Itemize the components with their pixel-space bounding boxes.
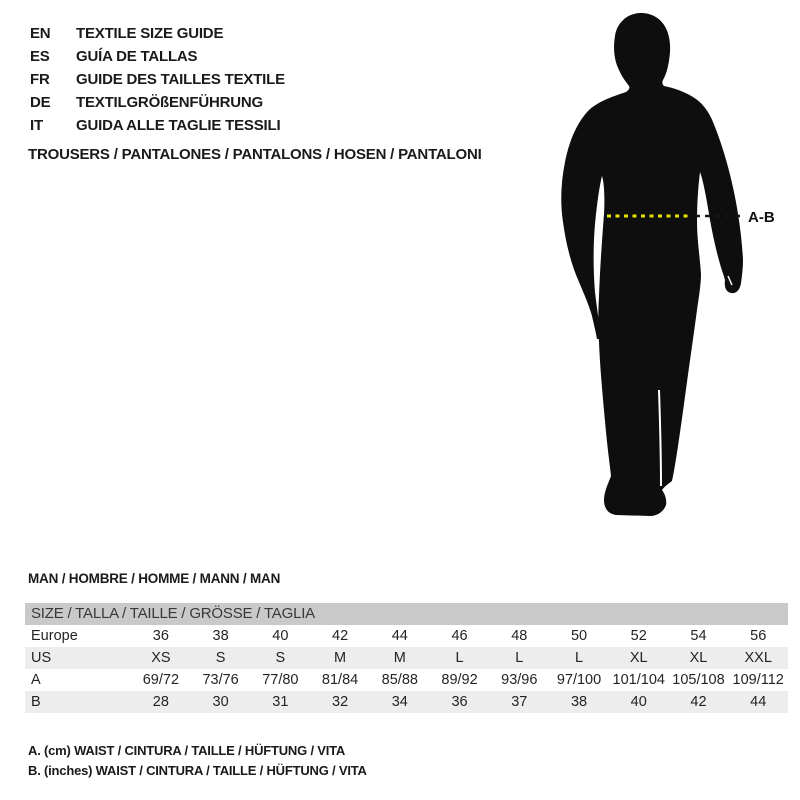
size-cell: 30 [212, 694, 229, 710]
size-cell: 37 [511, 694, 528, 710]
row-label: Europe [31, 628, 78, 644]
table-row-us [25, 647, 788, 669]
language-label: GUIDA ALLE TAGLIE TESSILI [76, 117, 281, 134]
size-cell: XXL [744, 650, 772, 666]
size-cell: 32 [332, 694, 349, 710]
size-cell: 93/96 [501, 672, 538, 688]
language-label: GUIDE DES TAILLES TEXTILE [76, 71, 285, 88]
language-row [30, 45, 285, 68]
size-cell: 56 [750, 628, 767, 644]
table-row-europe [25, 625, 788, 647]
size-cell: 36 [152, 628, 169, 644]
size-cell: 69/72 [142, 672, 180, 688]
language-code: ES [30, 48, 50, 65]
size-cell: 48 [511, 628, 528, 644]
size-cell: 89/92 [441, 672, 478, 688]
row-label: US [31, 650, 52, 666]
size-cell: M [334, 650, 347, 666]
size-cell: M [393, 650, 406, 666]
language-row [30, 22, 285, 45]
size-cell: XL [629, 650, 648, 666]
language-row [30, 91, 285, 114]
size-cell: 38 [570, 694, 588, 710]
size-cell: 101/104 [612, 672, 665, 688]
size-cell: S [215, 650, 226, 666]
size-cell: 50 [570, 628, 588, 644]
language-code: IT [30, 117, 43, 134]
size-cell: L [574, 650, 584, 666]
size-cell: 44 [391, 628, 408, 644]
table-row-b-inches [25, 691, 788, 713]
waist-measure-label: A-B [748, 209, 775, 226]
size-cell: 109/112 [732, 672, 784, 688]
size-cell: 77/80 [262, 672, 299, 688]
size-cell: 28 [152, 694, 169, 710]
language-label: TEXTILGRÖßENFÜHRUNG [76, 94, 264, 111]
size-cell: L [515, 650, 524, 666]
size-cell: S [275, 650, 286, 666]
row-label: B [31, 694, 41, 710]
language-code: DE [30, 94, 51, 111]
table-row-a-cm [25, 669, 788, 691]
size-cell: 105/108 [672, 672, 725, 688]
size-cell: 97/100 [556, 672, 602, 688]
language-label: TEXTILE SIZE GUIDE [76, 25, 224, 42]
size-cell: 52 [630, 628, 647, 644]
size-table-header: SIZE / TALLA / TAILLE / GRÖSSE / TAGLIA [25, 603, 788, 625]
language-code: EN [30, 25, 51, 42]
size-cell: XL [689, 650, 708, 666]
size-cell: 46 [451, 628, 468, 644]
garment-heading: TROUSERS / PANTALONES / PANTALONS / HOSEN / PANTALONI [28, 146, 482, 163]
size-cell: 42 [332, 628, 349, 644]
size-cell: L [455, 650, 464, 666]
size-cell: 38 [212, 628, 229, 644]
size-cell: 31 [272, 694, 289, 710]
footnotes [28, 741, 367, 781]
language-row [30, 68, 285, 91]
size-cell: 81/84 [321, 672, 359, 688]
language-list [30, 22, 285, 137]
size-cell: 36 [451, 694, 468, 710]
size-cell: 85/88 [381, 672, 418, 688]
section-heading-man: MAN / HOMBRE / HOMME / MANN / MAN [28, 571, 281, 586]
size-cell: 73/76 [202, 672, 239, 688]
language-code: FR [30, 71, 50, 88]
size-cell: 42 [690, 694, 707, 710]
footnote-b: B. (inches) WAIST / CINTURA / TAILLE / HÜFTUNG / VITA [28, 763, 367, 778]
size-cell: 40 [630, 694, 647, 710]
language-row [30, 114, 285, 137]
footnote-a: A. (cm) WAIST / CINTURA / TAILLE / HÜFTUNG / VITA [28, 743, 346, 758]
language-label: GUÍA DE TALLAS [76, 48, 198, 65]
size-cell: XS [151, 650, 171, 666]
size-cell: 44 [750, 694, 767, 710]
size-cell: 34 [391, 694, 408, 710]
row-label: A [31, 672, 41, 688]
size-cell: 40 [272, 628, 289, 644]
size-table [25, 603, 788, 713]
man-silhouette [561, 13, 743, 516]
man-silhouette-figure [550, 0, 800, 530]
size-cell: 54 [690, 628, 707, 644]
